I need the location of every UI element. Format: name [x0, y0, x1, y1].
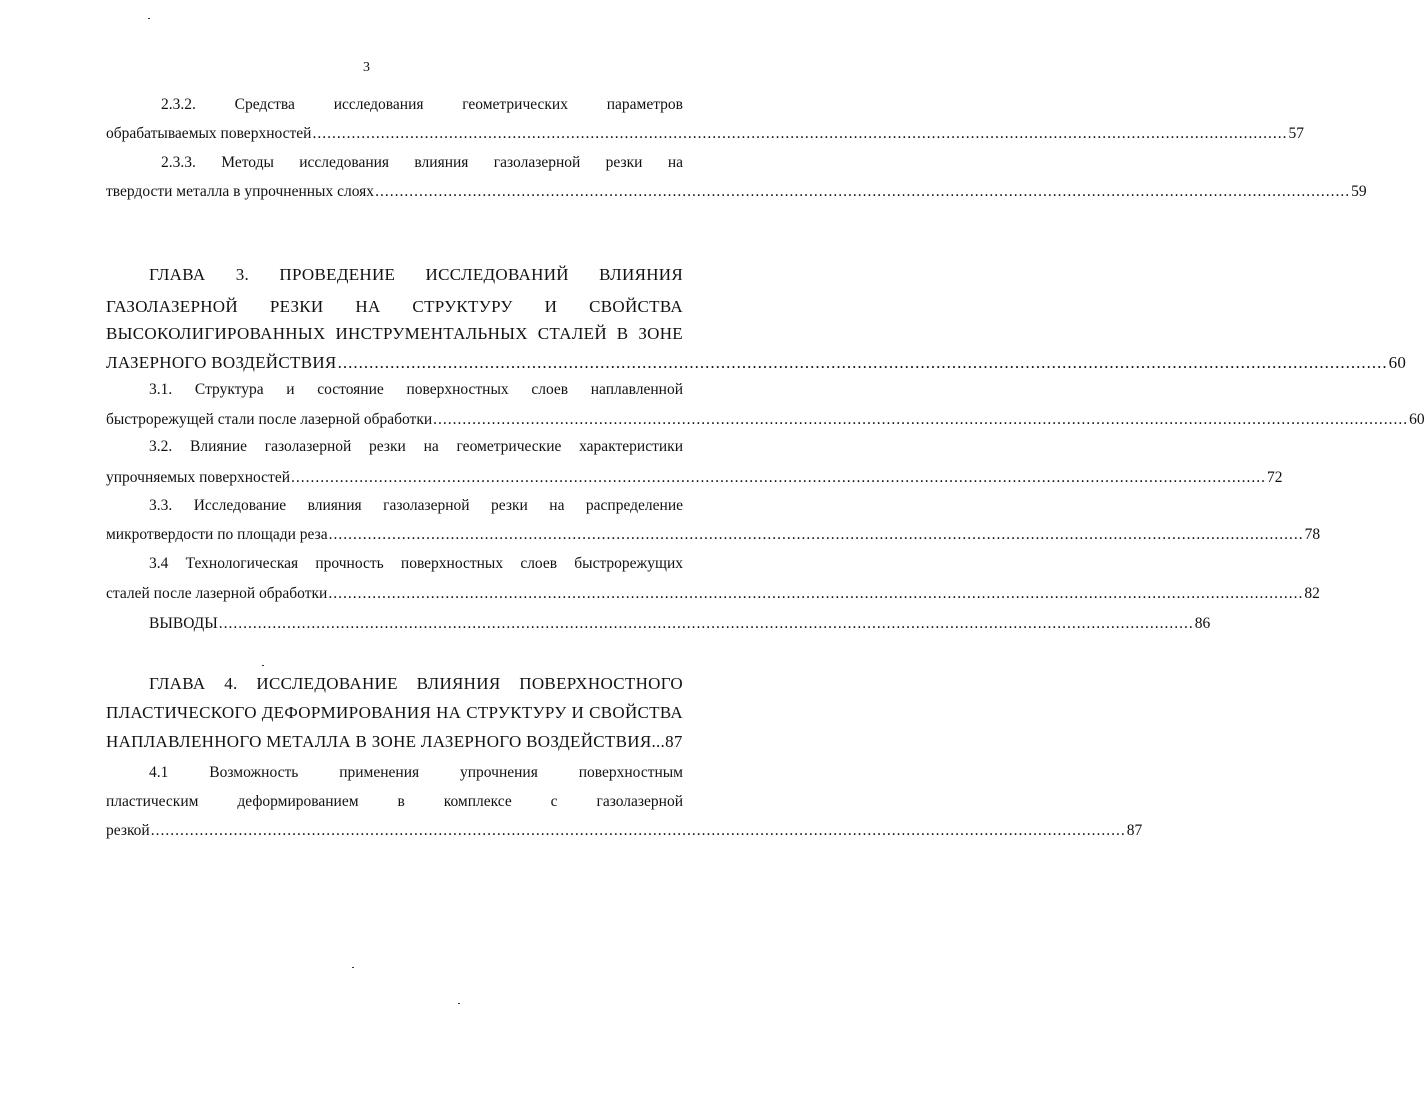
- toc-3-4-title: 3.4 Технологическая прочность поверхностных слоев быстрорежущих: [149, 555, 683, 572]
- toc-4-1-entry: [106, 821, 1143, 841]
- toc-entry-text: микротвердости по площади реза: [106, 526, 328, 543]
- dot-leader: ........................................................................................................................................................................................................: [375, 183, 1351, 200]
- toc-page-number: 87: [1126, 822, 1143, 839]
- toc-page-number: 78: [1304, 526, 1321, 543]
- toc-page-number: 72: [1267, 469, 1283, 486]
- toc-2-3-2-title: 2.3.2. Средства исследования геометрических параметров: [161, 96, 683, 113]
- toc-3-3-entry: [106, 525, 1321, 545]
- toc-page-number: 60: [1409, 411, 1425, 428]
- toc-2-3-2-entry: [106, 124, 1304, 144]
- toc-page-number: 87: [665, 732, 683, 751]
- chapter-3-title-line-2: ГАЗОЛАЗЕРНОЙ РЕЗКИ НА СТРУКТУРУ И СВОЙСТВА: [106, 297, 683, 316]
- toc-entry-text: сталей после лазерной обработки: [106, 585, 328, 602]
- dot-leader: ........................................................................................................................................................................................................: [312, 125, 1288, 142]
- toc-entry-text: твердости металла в упрочненных слоях: [106, 183, 375, 200]
- toc-2-3-3-title: 2.3.3. Методы исследования влияния газолазерной резки на: [161, 154, 683, 171]
- chapter-4-title-line-1: ГЛАВА 4. ИССЛЕДОВАНИЕ ВЛИЯНИЯ ПОВЕРХНОСТНОГО: [149, 674, 683, 693]
- toc-page-number: 59: [1351, 183, 1367, 200]
- dot-leader: ........................................................................................................................................................................................................: [328, 526, 1304, 543]
- toc-entry-text: НАПЛАВЛЕННОГО МЕТАЛЛА В ЗОНЕ ЛАЗЕРНОГО ВОЗДЕЙСТВИЯ...: [106, 732, 666, 751]
- dot-leader: ........................................................................................................................................................................................................: [328, 585, 1304, 602]
- toc-entry-text: ЛАЗЕРНОГО ВОЗДЕЙСТВИЯ: [106, 353, 337, 372]
- toc-4-1-title-line-2: пластическим деформированием в комплексе с газолазерной: [106, 793, 683, 810]
- toc-2-3-3-entry: [106, 182, 1367, 202]
- toc-conclusions-entry: [149, 614, 1211, 634]
- scan-speck: [458, 1003, 460, 1004]
- toc-4-1-title-line-1: 4.1 Возможность применения упрочнения поверхностным: [149, 764, 683, 781]
- toc-3-4-entry: [106, 584, 1320, 604]
- toc-entry-text: упрочняемых поверхностей: [106, 469, 291, 486]
- toc-page-number: 57: [1288, 125, 1304, 142]
- chapter-3-title-line-3: ВЫСОКОЛИГИРОВАННЫХ ИНСТРУМЕНТАЛЬНЫХ СТАЛЕЙ В ЗОНЕ: [106, 324, 683, 343]
- toc-page-number: 60: [1388, 353, 1407, 372]
- scan-speck: [148, 18, 150, 19]
- dot-leader: ........................................................................................................................................................................................................: [433, 411, 1409, 428]
- toc-page-number: 86: [1194, 615, 1211, 632]
- toc-entry-text: обрабатываемых поверхностей: [106, 125, 312, 142]
- chapter-4-entry: [106, 732, 683, 752]
- scan-speck: [352, 967, 354, 968]
- toc-3-2-entry: [106, 468, 1283, 488]
- toc-entry-text: резкой: [106, 822, 150, 839]
- toc-3-3-title: 3.3. Исследование влияния газолазерной резки на распределение: [149, 497, 683, 514]
- dot-leader: ........................................................................................................................................................................................................: [291, 469, 1267, 486]
- toc-3-1-title: 3.1. Структура и состояние поверхностных слоев наплавленной: [149, 381, 683, 398]
- toc-page-number: 82: [1304, 585, 1320, 602]
- toc-entry-text: ВЫВОДЫ: [149, 615, 218, 632]
- toc-3-1-entry: [106, 410, 1425, 430]
- scan-speck: [262, 665, 264, 666]
- chapter-3-title-line-1: ГЛАВА 3. ПРОВЕДЕНИЕ ИССЛЕДОВАНИЙ ВЛИЯНИЯ: [149, 265, 683, 284]
- dot-leader: ........................................................................................................................................................................................................: [150, 822, 1126, 839]
- toc-3-2-title: 3.2. Влияние газолазерной резки на геометрические характеристики: [149, 438, 683, 455]
- toc-entry-text: быстрорежущей стали после лазерной обработки: [106, 411, 433, 428]
- page-number: 3: [363, 60, 370, 75]
- dot-leader: ........................................................................................................................................................................................................: [337, 353, 1388, 372]
- dot-leader: ........................................................................................................................................................................................................: [218, 615, 1194, 632]
- chapter-4-title-line-2: ПЛАСТИЧЕСКОГО ДЕФОРМИРОВАНИЯ НА СТРУКТУРУ И СВОЙСТВА: [106, 703, 683, 722]
- chapter-3-entry: [106, 353, 1407, 373]
